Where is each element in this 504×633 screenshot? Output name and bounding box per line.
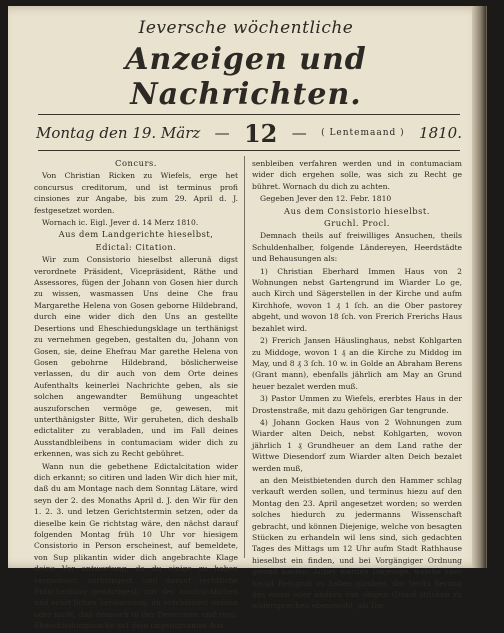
column-heading: Aus dem Consistorio hieselbst. — [284, 205, 430, 216]
rule-top — [38, 114, 460, 115]
paragraph: Wann nun die gebethene Edictalcitation wider dich erkannt; so citiren und laden Wir dich hier mit, daß du am Montage nach dem Sonntag Lätare, wird seyn der 2. des Monaths April d. J. den Wir für den 1. 2. 3. und letzen Gerichtstermin setzen, oder da dieselbe kein Ge richtstag wäre, den nächst darauf folgenden Montag früh 10 Uhr vor hiesigem Consistorio in Person erscheinest, auf bemeldete, von Sup plikantin wider dich angebrachte Klage deine Ver antwortung, da du einige zu haben vermeinest, vorbringest, und darauf rechtliche Entscheidung gewärtigest: mit der ausdrücklichen und ernst lichen Verwarnung, du erscheinest sodann oder nicht, daß dennoch in der Desertions und resp. Eheschiedungssache auf dein ungehorsames Aus — [34, 461, 238, 631]
paragraph: 3) Pastor Ummen zu Wiefels, ererbtes Haus in der Drostenstraße, mit dazu gehörigen Gar tengrunde. — [252, 394, 462, 415]
paragraph: senbleiben verfahren werden und in contumaciam wider dich ergehen solle, was sich zu Recht ge bühret. Wornach du dich zu achten. — [252, 159, 462, 191]
column-heading: Edictal: Citation. — [95, 241, 177, 252]
column-heading: Gruchl. Procl. — [324, 218, 390, 229]
dateline-year: 1810. — [419, 124, 462, 142]
paragraph: an den Meistbietenden durch den Hammer schlag verkauft werden sollen, und terminus hiezu auf den Montag den 23. April angesetzet worden; so werden solches hiedurch zu jedermanns Wissenschaft gebracht, und können Diejenige, welche von besagten Stücken zu erhandeln wil lens sind, sich gedachten Tages des Mittags um 12 Uhr aufm Stadt Rathhause hieselbst ein finden, und bei Vorgängiger Ordnung gemäß kaufen. Anbey werden Diejenige, welche über haupt Befugniß zu haben glauben, der Veräu ßerung des einen oder andern von obigen Grund stücken zu widersprechen ebenswohl, als Die — [252, 475, 462, 611]
paragraph: 4) Johann Gocken Haus von 2 Wohnungen zum Wiarder alten Deich, nebst Kohlgarten, wovon jährlich 1 ₰ Grundheuer an dem Land rathe der Wittwe Diesendorf zum Wiarder alten Deich bezalet werden muß, — [252, 417, 462, 473]
paragraph: Von Christian Ricken zu Wiefels, erge het concursus creditorum, und ist terminus profi cinsiones zur Angabe, bis zum 29. April d. J. festgesetzet worden. — [34, 171, 238, 215]
left-column — [34, 158, 238, 633]
paragraph: Demnach theils auf freiwilliges Ansuchen, theils Schuldenhalber, folgende Ländereyen, Heerdstädte und Behausungen als: — [252, 231, 462, 264]
column-heading: Concurs. — [115, 158, 157, 168]
dateline — [36, 119, 462, 147]
column-heading: Aus dem Landgerichte hieselbst, — [58, 229, 214, 240]
dateline-dash-1: — — [214, 124, 230, 142]
masthead-line-1: Ieversche wöchentliche — [138, 18, 354, 38]
paragraph: 1) Christian Eberhard Immen Haus von 2 Wohnungen nebst Gartengrund im Wiarder Lo ge, auch Kirch und Sägerstellen in der Kirche und aufm Kirchhofe, wovon 1 ₰ 1 ſch. an die Ober pastorey abgeht, und wovon 18 ſch. von Frerich Frerichs Haus bezahlet wird. — [252, 266, 462, 333]
newspaper-page — [8, 6, 487, 631]
right-column — [252, 158, 462, 613]
rule-bottom — [38, 150, 460, 151]
dateline-day: Montag den 19. März — [36, 124, 201, 142]
paragraph: Wornach ic. Eigl. Jever d. 14 Merz 1810. — [42, 218, 199, 228]
issue-number: 12 — [243, 118, 278, 148]
column-divider — [244, 156, 245, 558]
dateline-month-name: ( Lentemaand ) — [321, 128, 405, 138]
paragraph: 2) Frerich Jansen Häuslinghaus, nebst Kohlgarten zu Middoge, wovon 1 ₰ an die Kirche zu Middog im May, und 8 ₰ 3 ſch. 10 w. in Golde an Abraham Berens (Grant mann), ebenfalls jährlich am May an Grund heuer bezalet werden muß. — [252, 336, 462, 391]
masthead-line-2: Anzeigen und Nachrichten. — [125, 42, 367, 112]
dateline-dash-2: — — [291, 124, 307, 142]
paragraph: Wir zum Consistorio hieselbst allerunä digst verordnete Präsident, Vicepräsident, Räthe und Assessores, fügen der Johann von Gosen hier durch zu wissen, wasmassen Uns deine Che frau Margarethe Helena von Gosen geborne Hildebrand, durch eine wider dich den Uns an gestellte Desertions und Eheschiedungsklage un terthänigst zu vernehmen gegeben, gestalten du, Johann von Gosen, sie, deine Ehefrau Mar garethe Helena von Gosen gebohrne Hildebrand, böslicherweise verlassen, du dir auch von dem Orte deines Aufenthalts keinerlei Nachrichte geben, als sie solchen angewandter Bemühung ungeachtet auszuforschen vermöge ge, gewesen, mit unterthänigster Bitte, Wir geruheten, dich deshalb edictaliter zu verabladen, und im Fall deines Ausstandbleibens in contumaciam wider dich zu erkennen, was sich zu Recht gebühret. — [34, 255, 238, 459]
paragraph: Gegeben Jever den 12. Febr. 1810 — [260, 194, 392, 204]
